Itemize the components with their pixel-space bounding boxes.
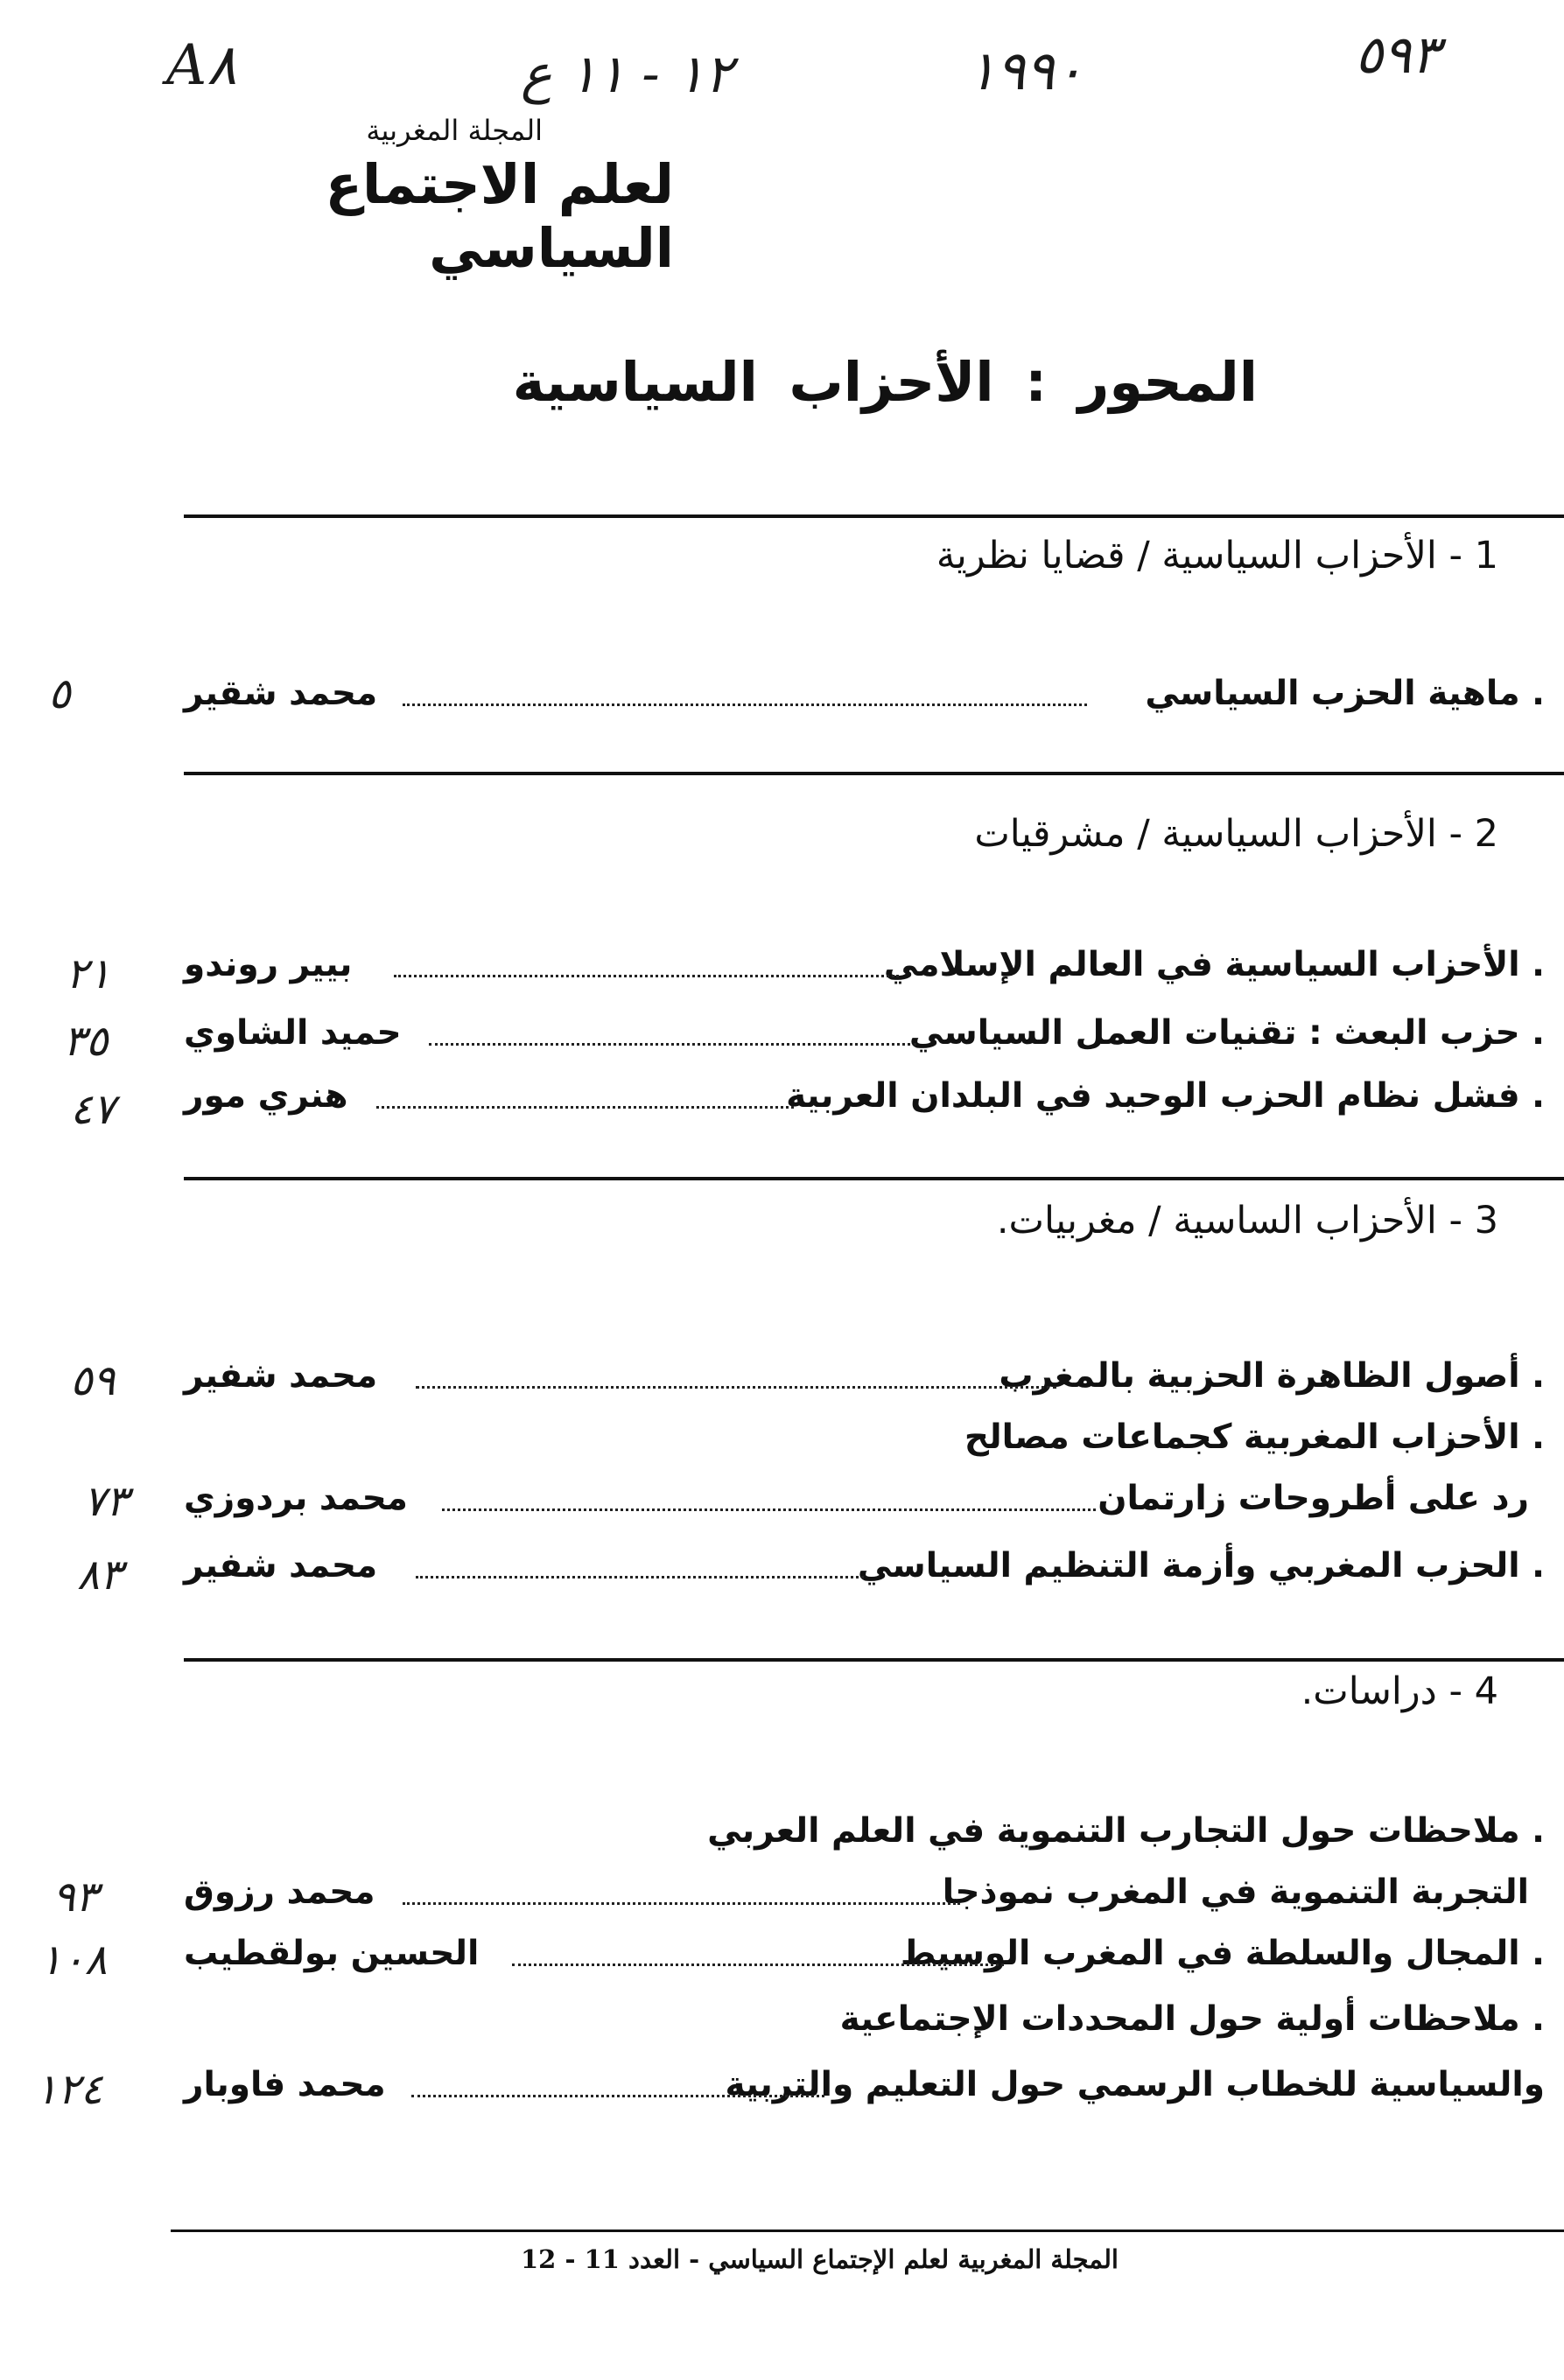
entry-title: رد على أطروحات زارتمان — [1098, 1479, 1529, 1518]
section-divider — [184, 1658, 1564, 1662]
page-number: ٥٩ — [70, 1356, 116, 1405]
toc-entry — [184, 1356, 1564, 1409]
entry-title: . ماهية الحزب السياسي — [1145, 674, 1545, 713]
journal-logo — [236, 114, 674, 280]
dot-leader — [429, 1043, 916, 1046]
toc-entry — [184, 674, 1564, 726]
dot-leader — [442, 1508, 1096, 1511]
page-number: ١٢٤ — [35, 2065, 103, 2114]
entry-title-line: . ملاحظات أولية حول المحددات الإجتماعية — [839, 1999, 1545, 2039]
dot-leader — [376, 1106, 794, 1109]
logo-line-1: المجلة المغربية — [366, 114, 543, 147]
handwritten-note: A٨ — [166, 33, 237, 98]
entry-title: . الحزب المغربي وأزمة التنظيم السياسي — [857, 1546, 1545, 1586]
entry-author: الحسين بولقطيب — [184, 1934, 480, 1973]
entry-title: التجربة التنموية في المغرب نموذجا — [942, 1872, 1529, 1912]
entry-author: هنري مور — [184, 1076, 348, 1116]
page-number: ٢١ — [66, 949, 111, 998]
handwritten-note: ١٢ - ١١ ع — [521, 44, 733, 105]
page-number: ٥ — [48, 669, 71, 718]
footer-divider — [171, 2230, 1564, 2232]
entry-author: محمد شقير — [184, 674, 378, 713]
entry-title: . الأحزاب السياسية في العالم الإسلامي — [883, 945, 1545, 984]
entry-author: محمد شفير — [184, 1546, 378, 1586]
dot-leader — [394, 975, 899, 977]
section-heading: 2 - الأحزاب السياسية / مشرقيات — [974, 812, 1498, 856]
entry-title-line: . ملاحظات حول التجارب التنموية في العلم العربي — [707, 1811, 1545, 1851]
toc-entry — [184, 1013, 1564, 1066]
entry-author: محمد فاوبار — [184, 2065, 386, 2104]
entry-author: بيير روندو — [184, 945, 353, 984]
dot-leader — [403, 1902, 960, 1905]
dot-leader — [416, 1576, 864, 1578]
page-number: ٩٣ — [53, 1872, 98, 1922]
toc-entry — [184, 2065, 1564, 2118]
section-heading: 4 - دراسات. — [1301, 1670, 1498, 1713]
section-divider — [184, 514, 1564, 518]
entry-title: والسياسية للخطاب الرسمي حول التعليم والتربية — [725, 2065, 1545, 2104]
dot-leader — [411, 2095, 824, 2097]
section-heading: 1 - الأحزاب السياسية / قضايا نظرية — [936, 534, 1498, 578]
dot-leader — [403, 704, 1087, 706]
handwritten-note: ١٩٩٠ — [967, 38, 1084, 102]
dot-leader — [416, 1386, 1056, 1389]
entry-author: حميد الشاوي — [184, 1013, 402, 1053]
page-number: ٤٧ — [70, 1085, 116, 1134]
entry-title: . المجال والسلطة في المغرب الوسيط — [900, 1934, 1545, 1973]
entry-author: محمد بردوزي — [184, 1479, 408, 1518]
toc-entry — [184, 1872, 1564, 1925]
page-number: ١٠٨ — [39, 1936, 108, 1984]
entry-title: . فشل نظام الحزب الوحيد في البلدان العربية — [786, 1076, 1545, 1116]
toc-entry — [184, 1076, 1564, 1129]
toc-entry — [184, 1546, 1564, 1599]
section-heading: 3 - الأحزاب الساسية / مغربيات. — [996, 1199, 1498, 1242]
page-footer: المجلة المغربية لعلم الإجتماع السياسي - العدد 11 - 12 — [521, 2244, 1119, 2274]
page-number: ٧٣ — [83, 1477, 129, 1526]
entry-title-line: . الأحزاب المغربية كجماعات مصالح — [964, 1418, 1545, 1457]
entry-title: . حزب البعث : تقنيات العمل السياسي — [908, 1013, 1545, 1053]
logo-line-2: لعلم الاجتماع السياسي — [325, 152, 674, 280]
toc-entry — [184, 1479, 1564, 1531]
entry-title: . أصول الظاهرة الحزبية بالمغرب — [999, 1356, 1545, 1396]
dot-leader — [512, 1964, 1004, 1966]
entry-author: محمد رزوق — [184, 1872, 375, 1912]
page-number: ٣٥ — [63, 1017, 109, 1066]
section-divider — [184, 1177, 1564, 1180]
page-title: المحور : الأحزاب السياسية — [512, 350, 1258, 414]
section-divider — [184, 772, 1564, 775]
handwritten-note: ٥٩٣ — [1355, 24, 1440, 86]
toc-entry — [184, 945, 1564, 998]
page-number: ٨٣ — [77, 1550, 123, 1600]
entry-author: محمد شفير — [184, 1356, 378, 1396]
toc-entry — [184, 1934, 1564, 1986]
